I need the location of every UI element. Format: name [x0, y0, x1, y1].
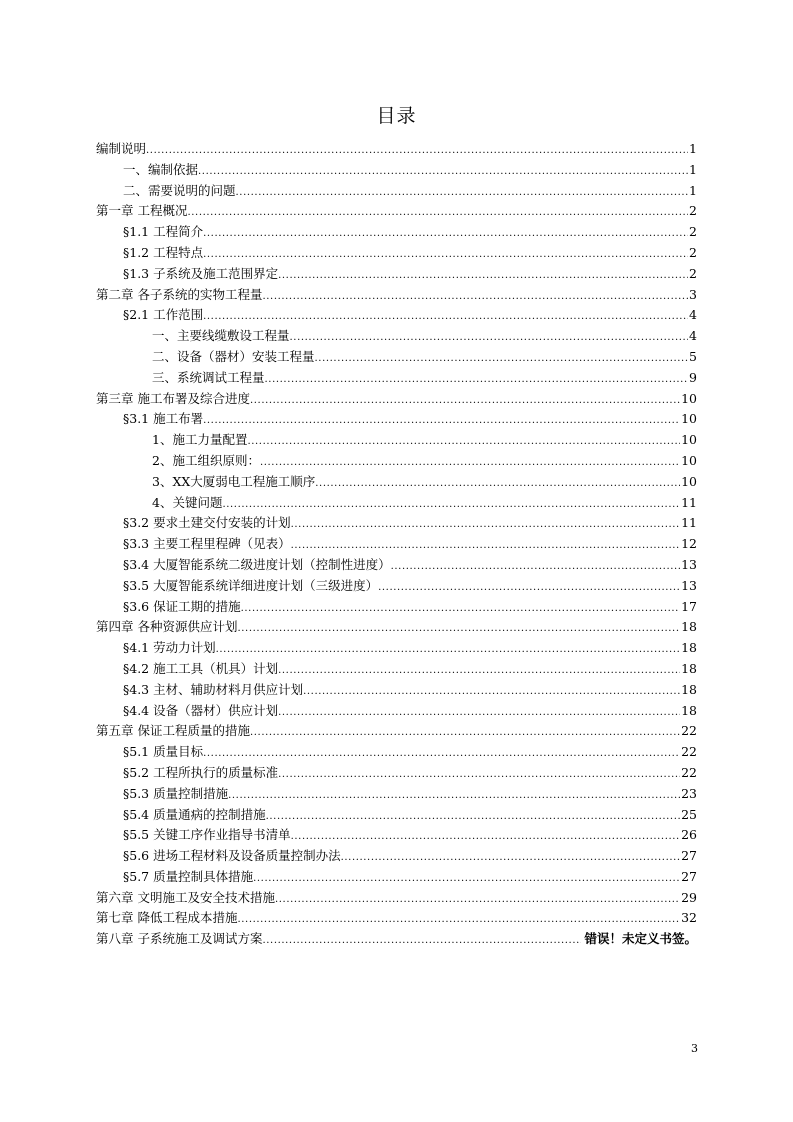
toc-dot-leader	[203, 742, 680, 763]
toc-entry[interactable]	[96, 638, 697, 659]
toc-entry-label: 编制说明	[96, 141, 147, 156]
toc-dot-leader	[262, 285, 688, 306]
toc-entry[interactable]	[96, 825, 697, 846]
toc-dot-leader	[241, 597, 680, 618]
toc-entry[interactable]	[96, 888, 697, 909]
toc-entry-label: §5.6 进场工程材料及设备质量控制办法	[123, 848, 341, 864]
toc-entry[interactable]	[96, 160, 697, 181]
toc-entry-page: 2	[689, 203, 697, 219]
toc-entry-label: §3.5 大厦智能系统详细进度计划（三级进度）	[123, 577, 379, 593]
toc-entry-label: 第一章 工程概况	[96, 203, 188, 219]
toc-entry-label: §4.3 主材、辅助材料月供应计划	[123, 681, 304, 697]
toc-entry-label: 第三章 施工布署及综合进度	[96, 390, 250, 406]
toc-entry[interactable]	[96, 430, 697, 451]
toc-dot-leader	[278, 264, 688, 285]
toc-dot-leader	[237, 908, 680, 929]
toc-entry-label: 第八章 子系统施工及调试方案	[96, 931, 263, 947]
toc-dot-leader	[228, 784, 680, 805]
toc-entry-label: §1.2 工程特点	[123, 244, 204, 260]
toc-dot-leader	[290, 326, 689, 347]
toc-entry-page: 32	[681, 910, 697, 926]
toc-dot-leader	[236, 181, 689, 202]
toc-entry[interactable]	[96, 181, 697, 202]
toc-entry-page: 10	[681, 411, 697, 427]
toc-dot-leader	[250, 721, 680, 742]
toc-entry[interactable]	[96, 763, 697, 784]
page-title: 目录	[376, 105, 417, 127]
toc-entry-page: 13	[681, 577, 697, 593]
toc-entry[interactable]	[96, 222, 697, 243]
toc-entry[interactable]	[96, 513, 697, 534]
toc-dot-leader	[391, 555, 680, 576]
toc-entry[interactable]	[96, 701, 697, 722]
toc-entry-page: 18	[681, 702, 697, 718]
toc-entry[interactable]	[96, 347, 697, 368]
toc-entry[interactable]	[96, 139, 697, 160]
toc-entry-label: 3、XX大厦弱电工程施工顺序	[152, 473, 316, 489]
toc-entry[interactable]	[96, 929, 697, 950]
toc-entry-page: 18	[681, 681, 697, 697]
toc-entry-label: §4.2 施工工具（机具）计划	[123, 660, 279, 676]
toc-entry-page: 22	[681, 764, 697, 780]
toc-entry[interactable]	[96, 908, 697, 929]
toc-dot-leader	[378, 576, 680, 597]
toc-dot-leader	[278, 701, 680, 722]
toc-entry-page: 18	[681, 660, 697, 676]
toc-dot-leader	[303, 680, 680, 701]
toc-dot-leader	[203, 222, 688, 243]
toc-entry[interactable]	[96, 867, 697, 888]
toc-entry-label: 第四章 各种资源供应计划	[96, 619, 238, 635]
toc-entry-label: §5.1 质量目标	[123, 744, 204, 760]
toc-entry-page: 2	[689, 265, 697, 281]
toc-entry-label: 第二章 各子系统的实物工程量	[96, 286, 263, 302]
toc-dot-leader	[291, 825, 680, 846]
toc-entry-page: 2	[689, 244, 697, 260]
toc-entry-page: 25	[681, 806, 697, 822]
toc-entry-page: 27	[681, 868, 697, 884]
toc-entry-page: 12	[681, 536, 697, 552]
toc-entry[interactable]	[96, 451, 697, 472]
toc-dot-leader	[278, 659, 680, 680]
toc-dot-leader	[291, 513, 680, 534]
toc-entry[interactable]	[96, 409, 697, 430]
toc-dot-leader	[203, 409, 680, 430]
toc-entry-page: 17	[681, 598, 697, 614]
toc-entry-label: §5.4 质量通病的控制措施	[123, 806, 266, 822]
toc-entry-label: 第五章 保证工程质量的措施	[96, 723, 250, 739]
toc-entry-page: 1	[689, 161, 697, 177]
toc-entry-label: §4.4 设备（器材）供应计划	[123, 702, 279, 718]
toc-entry[interactable]	[96, 285, 697, 306]
toc-entry-page: 2	[689, 224, 697, 240]
toc-dot-leader	[262, 929, 581, 950]
toc-entry[interactable]	[96, 805, 697, 826]
toc-entry-page: 26	[681, 827, 697, 843]
toc-entry[interactable]	[96, 201, 697, 222]
toc-dot-leader	[315, 347, 689, 368]
toc-entry-page: 22	[681, 723, 697, 739]
toc-entry[interactable]	[96, 493, 697, 514]
toc-dot-leader	[253, 867, 680, 888]
table-of-contents	[96, 139, 697, 950]
toc-dot-leader	[266, 805, 680, 826]
toc-dot-leader	[341, 846, 680, 867]
toc-dot-leader	[315, 472, 680, 493]
toc-entry-page: 18	[681, 619, 697, 635]
toc-entry-label: 4、关键问题	[152, 494, 223, 510]
toc-dot-leader	[222, 493, 680, 514]
toc-dot-leader	[275, 888, 680, 909]
toc-entry[interactable]	[96, 742, 697, 763]
toc-entry-page: 18	[681, 640, 697, 656]
toc-entry-page: 4	[689, 307, 697, 323]
toc-dot-leader	[203, 243, 688, 264]
toc-entry-error-text: 错误！未定义书签。	[584, 931, 697, 947]
toc-dot-leader	[237, 617, 680, 638]
toc-entry-label: 2、施工组织原则：	[152, 452, 260, 468]
toc-entry-label: §3.4 大厦智能系统二级进度计划（控制性进度）	[123, 556, 391, 572]
toc-entry[interactable]	[96, 305, 697, 326]
toc-entry[interactable]	[96, 264, 697, 285]
toc-entry[interactable]	[96, 576, 697, 597]
toc-dot-leader	[203, 305, 688, 326]
toc-entry-page: 1	[689, 182, 697, 198]
toc-entry[interactable]	[96, 555, 697, 576]
toc-entry-page: 27	[681, 848, 697, 864]
toc-dot-leader	[250, 389, 680, 410]
toc-entry-label: 二、需要说明的问题	[123, 182, 236, 198]
toc-dot-leader	[260, 451, 680, 472]
toc-entry-label: §5.7 质量控制具体措施	[123, 868, 254, 884]
toc-entry-label: §3.3 主要工程里程碑（见表）	[123, 536, 291, 552]
toc-entry-page: 9	[689, 369, 697, 385]
toc-entry-page: 4	[689, 328, 697, 344]
toc-entry-page: 10	[681, 390, 697, 406]
toc-dot-leader	[146, 139, 688, 160]
toc-entry-label: 一、编制依据	[123, 161, 199, 177]
toc-dot-leader	[291, 534, 680, 555]
toc-entry-label: 三、系统调试工程量	[152, 369, 265, 385]
toc-entry-page: 22	[681, 744, 697, 760]
toc-entry[interactable]	[96, 534, 697, 555]
toc-entry-label: §3.6 保证工期的措施	[123, 598, 241, 614]
toc-dot-leader	[278, 763, 680, 784]
toc-entry-page: 1	[689, 141, 697, 156]
toc-entry-page: 29	[681, 889, 697, 905]
toc-entry-label: §4.1 劳动力计划	[123, 640, 216, 656]
toc-entry-page: 10	[681, 432, 697, 448]
toc-entry[interactable]	[96, 784, 697, 805]
toc-entry-page: 10	[681, 473, 697, 489]
toc-entry[interactable]	[96, 326, 697, 347]
toc-entry-page: 3	[689, 286, 697, 302]
toc-dot-leader	[216, 638, 680, 659]
toc-entry-label: 第七章 降低工程成本措施	[96, 910, 238, 926]
toc-entry[interactable]	[96, 617, 697, 638]
toc-entry-label: §1.3 子系统及施工范围界定	[123, 265, 279, 281]
toc-entry-label: §5.2 工程所执行的质量标准	[123, 764, 279, 780]
toc-entry-page: 5	[689, 348, 697, 364]
toc-entry-label: §2.1 工作范围	[123, 307, 204, 323]
toc-entry-page: 13	[681, 556, 697, 572]
toc-entry[interactable]	[96, 389, 697, 410]
toc-entry-label: §5.3 质量控制措施	[123, 785, 229, 801]
toc-dot-leader	[247, 430, 680, 451]
page-number: 3	[691, 1042, 698, 1055]
toc-entry[interactable]	[96, 846, 697, 867]
toc-entry-label: §3.2 要求土建交付安装的计划	[123, 515, 291, 531]
toc-entry[interactable]	[96, 472, 697, 493]
toc-entry[interactable]	[96, 659, 697, 680]
toc-entry-label: 1、施工力量配置	[152, 432, 248, 448]
toc-entry[interactable]	[96, 597, 697, 618]
toc-entry[interactable]	[96, 721, 697, 742]
toc-entry-page: 11	[681, 494, 697, 510]
toc-dot-leader	[187, 201, 688, 222]
toc-entry-label: §1.1 工程简介	[123, 224, 204, 240]
toc-entry-page: 11	[681, 515, 697, 531]
toc-entry-label: 第六章 文明施工及安全技术措施	[96, 889, 275, 905]
toc-entry[interactable]	[96, 243, 697, 264]
toc-entry-label: §3.1 施工布署	[123, 411, 204, 427]
toc-entry-page: 23	[681, 785, 697, 801]
toc-entry[interactable]	[96, 680, 697, 701]
toc-dot-leader	[265, 368, 689, 389]
toc-entry-page: 10	[681, 452, 697, 468]
toc-entry-label: 二、设备（器材）安装工程量	[152, 348, 315, 364]
toc-dot-leader	[198, 160, 688, 181]
toc-entry[interactable]	[96, 368, 697, 389]
toc-entry-label: 一、主要线缆敷设工程量	[152, 328, 290, 344]
toc-entry-label: §5.5 关键工序作业指导书清单	[123, 827, 291, 843]
